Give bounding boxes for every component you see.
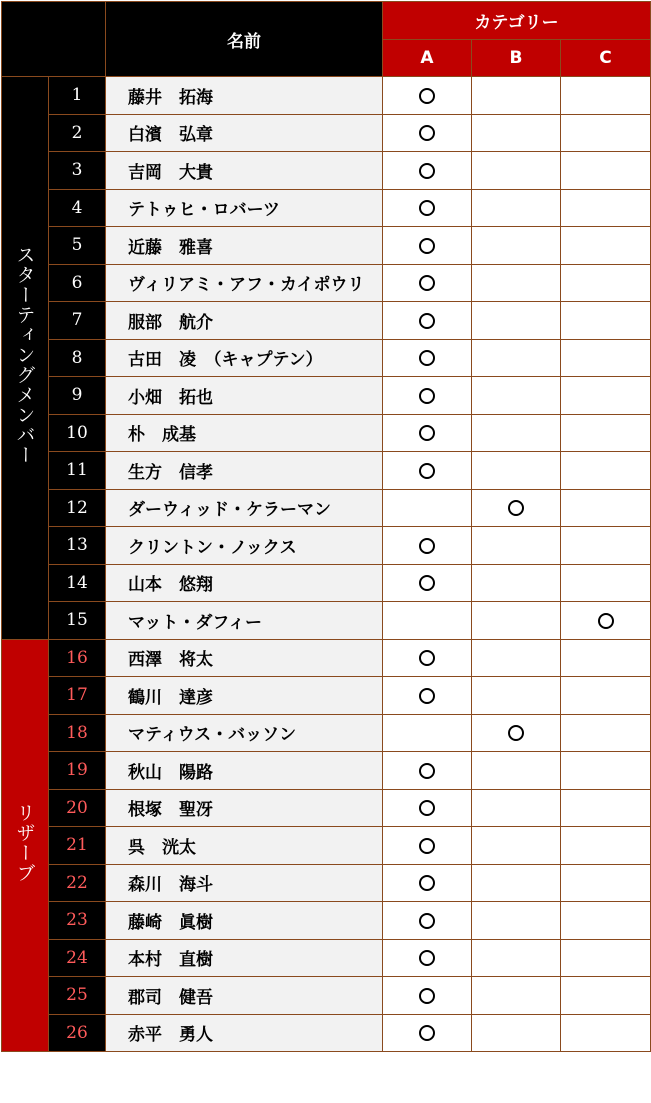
player-name: ヴィリアミ・アフ・カイポウリ (106, 264, 383, 302)
category-b-cell (472, 452, 561, 490)
category-c-header: C (561, 39, 651, 77)
category-a-cell (383, 414, 472, 452)
circle-mark-icon (419, 238, 435, 254)
category-b-cell (472, 977, 561, 1015)
category-c-cell (561, 452, 651, 490)
category-a-cell (383, 77, 472, 115)
category-c-cell (561, 752, 651, 790)
player-name: 藤井 拓海 (106, 77, 383, 115)
player-number: 22 (49, 864, 106, 902)
category-a-cell (383, 114, 472, 152)
starting-members-label (2, 77, 49, 640)
category-c-cell (561, 639, 651, 677)
player-name: 近藤 雅喜 (106, 227, 383, 265)
player-number: 10 (49, 414, 106, 452)
category-c-cell (561, 827, 651, 865)
category-c-cell (561, 302, 651, 340)
player-name: 根塚 聖冴 (106, 789, 383, 827)
category-b-cell (472, 864, 561, 902)
player-number: 8 (49, 339, 106, 377)
circle-mark-icon (419, 950, 435, 966)
player-name: クリントン・ノックス (106, 527, 383, 565)
category-a-cell (383, 714, 472, 752)
category-a-cell (383, 564, 472, 602)
category-c-cell (561, 339, 651, 377)
category-c-cell (561, 227, 651, 265)
category-c-cell (561, 677, 651, 715)
player-name: 服部 航介 (106, 302, 383, 340)
category-b-cell (472, 827, 561, 865)
player-number: 4 (49, 189, 106, 227)
player-number: 11 (49, 452, 106, 490)
category-a-cell (383, 602, 472, 640)
category-a-cell (383, 677, 472, 715)
category-a-header: A (383, 39, 472, 77)
player-number: 18 (49, 714, 106, 752)
circle-mark-icon (508, 725, 524, 741)
category-c-cell (561, 414, 651, 452)
player-number: 6 (49, 264, 106, 302)
category-b-cell (472, 377, 561, 415)
player-name: 西澤 将太 (106, 639, 383, 677)
player-number: 20 (49, 789, 106, 827)
category-b-cell (472, 939, 561, 977)
category-c-cell (561, 377, 651, 415)
player-name: 本村 直樹 (106, 939, 383, 977)
group-label-text: リザーブ (13, 802, 36, 883)
circle-mark-icon (419, 838, 435, 854)
player-row (2, 677, 651, 715)
reserve-label (2, 639, 49, 1052)
category-b-cell (472, 564, 561, 602)
player-name: ダーウィッド・ケラーマン (106, 489, 383, 527)
player-row (2, 302, 651, 340)
category-c-cell (561, 527, 651, 565)
player-name: 赤平 勇人 (106, 1014, 383, 1052)
category-a-cell (383, 827, 472, 865)
player-number: 23 (49, 902, 106, 940)
player-number: 25 (49, 977, 106, 1015)
category-column-header: カテゴリー (383, 2, 651, 40)
circle-mark-icon (419, 350, 435, 366)
category-b-cell (472, 902, 561, 940)
circle-mark-icon (419, 763, 435, 779)
player-number: 1 (49, 77, 106, 115)
category-c-cell (561, 264, 651, 302)
category-c-cell (561, 939, 651, 977)
category-b-cell (472, 1014, 561, 1052)
player-number: 16 (49, 639, 106, 677)
category-b-cell (472, 189, 561, 227)
player-row (2, 152, 651, 190)
player-name: テトゥヒ・ロバーツ (106, 189, 383, 227)
player-row (2, 414, 651, 452)
player-name: 生方 信孝 (106, 452, 383, 490)
category-c-cell (561, 864, 651, 902)
category-b-cell (472, 77, 561, 115)
player-row (2, 527, 651, 565)
category-b-cell (472, 752, 561, 790)
category-a-cell (383, 939, 472, 977)
player-row (2, 227, 651, 265)
player-row (2, 902, 651, 940)
roster-body (2, 77, 651, 1052)
player-row (2, 789, 651, 827)
player-row (2, 264, 651, 302)
player-row (2, 939, 651, 977)
circle-mark-icon (419, 538, 435, 554)
player-name: マティウス・バッソン (106, 714, 383, 752)
category-b-cell (472, 152, 561, 190)
circle-mark-icon (419, 913, 435, 929)
player-number: 15 (49, 602, 106, 640)
player-row (2, 1014, 651, 1052)
circle-mark-icon (419, 425, 435, 441)
category-a-cell (383, 264, 472, 302)
category-b-cell (472, 339, 561, 377)
circle-mark-icon (419, 988, 435, 1004)
category-b-cell (472, 677, 561, 715)
category-b-cell (472, 302, 561, 340)
circle-mark-icon (419, 575, 435, 591)
category-a-cell (383, 527, 472, 565)
player-number: 2 (49, 114, 106, 152)
group-label-text: スターティングメンバー (13, 245, 36, 466)
player-row (2, 977, 651, 1015)
category-c-cell (561, 902, 651, 940)
category-a-cell (383, 1014, 472, 1052)
player-number: 21 (49, 827, 106, 865)
player-number: 26 (49, 1014, 106, 1052)
circle-mark-icon (419, 875, 435, 891)
player-name: 秋山 陽路 (106, 752, 383, 790)
category-c-cell (561, 789, 651, 827)
player-name: 朴 成基 (106, 414, 383, 452)
category-a-cell (383, 302, 472, 340)
category-a-cell (383, 902, 472, 940)
category-a-cell (383, 377, 472, 415)
category-a-cell (383, 752, 472, 790)
category-c-cell (561, 189, 651, 227)
category-a-cell (383, 489, 472, 527)
player-name: 森川 海斗 (106, 864, 383, 902)
category-b-cell (472, 264, 561, 302)
player-name: 古田 凌 （キャプテン） (106, 339, 383, 377)
category-a-cell (383, 189, 472, 227)
category-c-cell (561, 602, 651, 640)
player-row (2, 639, 651, 677)
category-b-cell (472, 789, 561, 827)
player-number: 7 (49, 302, 106, 340)
category-c-cell (561, 564, 651, 602)
player-name: 郡司 健吾 (106, 977, 383, 1015)
circle-mark-icon (419, 88, 435, 104)
category-a-cell (383, 152, 472, 190)
player-row (2, 564, 651, 602)
player-number: 19 (49, 752, 106, 790)
circle-mark-icon (419, 163, 435, 179)
player-row (2, 339, 651, 377)
category-c-cell (561, 489, 651, 527)
category-b-cell (472, 227, 561, 265)
player-row (2, 752, 651, 790)
player-name: 呉 洸太 (106, 827, 383, 865)
category-b-cell (472, 489, 561, 527)
player-row (2, 189, 651, 227)
circle-mark-icon (508, 500, 524, 516)
category-b-cell (472, 114, 561, 152)
roster-table (1, 1, 651, 1052)
circle-mark-icon (419, 463, 435, 479)
player-row (2, 114, 651, 152)
category-a-cell (383, 227, 472, 265)
circle-mark-icon (419, 1025, 435, 1041)
player-row (2, 77, 651, 115)
player-number: 17 (49, 677, 106, 715)
circle-mark-icon (419, 800, 435, 816)
category-a-cell (383, 864, 472, 902)
player-name: マット・ダフィー (106, 602, 383, 640)
category-c-cell (561, 714, 651, 752)
player-row (2, 864, 651, 902)
player-row (2, 602, 651, 640)
category-b-cell (472, 639, 561, 677)
category-b-cell (472, 527, 561, 565)
circle-mark-icon (419, 125, 435, 141)
category-a-cell (383, 789, 472, 827)
player-name: 藤崎 眞樹 (106, 902, 383, 940)
player-number: 3 (49, 152, 106, 190)
category-c-cell (561, 152, 651, 190)
player-name: 小畑 拓也 (106, 377, 383, 415)
player-name: 鶴川 達彦 (106, 677, 383, 715)
player-name: 山本 悠翔 (106, 564, 383, 602)
player-number: 24 (49, 939, 106, 977)
circle-mark-icon (419, 388, 435, 404)
circle-mark-icon (419, 275, 435, 291)
player-row (2, 489, 651, 527)
player-number: 12 (49, 489, 106, 527)
player-number: 14 (49, 564, 106, 602)
category-c-cell (561, 114, 651, 152)
player-row (2, 827, 651, 865)
player-row (2, 377, 651, 415)
player-row (2, 452, 651, 490)
category-a-cell (383, 639, 472, 677)
player-row (2, 714, 651, 752)
circle-mark-icon (598, 613, 614, 629)
category-b-cell (472, 414, 561, 452)
player-number: 9 (49, 377, 106, 415)
player-number: 13 (49, 527, 106, 565)
player-name: 吉岡 大貴 (106, 152, 383, 190)
name-column-header: 名前 (106, 2, 383, 77)
category-a-cell (383, 339, 472, 377)
circle-mark-icon (419, 688, 435, 704)
category-c-cell (561, 1014, 651, 1052)
player-number: 5 (49, 227, 106, 265)
header-corner (2, 2, 106, 77)
category-a-cell (383, 452, 472, 490)
category-c-cell (561, 977, 651, 1015)
player-name: 白濱 弘章 (106, 114, 383, 152)
circle-mark-icon (419, 313, 435, 329)
category-b-header: B (472, 39, 561, 77)
category-b-cell (472, 714, 561, 752)
circle-mark-icon (419, 650, 435, 666)
circle-mark-icon (419, 200, 435, 216)
category-a-cell (383, 977, 472, 1015)
category-c-cell (561, 77, 651, 115)
category-b-cell (472, 602, 561, 640)
